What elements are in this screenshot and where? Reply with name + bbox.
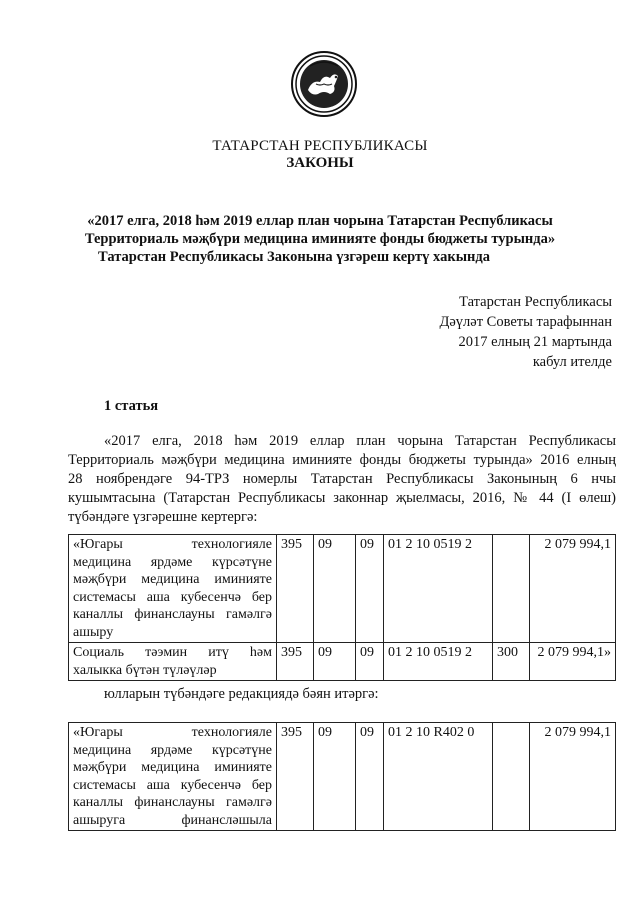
title-line: «2017 елга, 2018 һәм 2019 еллар план чорына Татарстан Республикасы	[87, 213, 553, 229]
cell-line: «Югары технологияле	[73, 537, 272, 552]
table-cell-ministry: 395	[277, 535, 314, 643]
table-cell-expense-type	[493, 535, 530, 643]
adoption-line: Татарстан Республикасы	[459, 294, 612, 310]
paragraph-line: 28 ноябрендәге 94-ТРЗ номерлы Татарстан Республикасы Законының 6 нчы	[68, 471, 616, 487]
adoption-line: 2017 елның 21 мартында	[458, 334, 612, 350]
table-cell-expense-type: 300	[493, 643, 530, 681]
table-cell-section: 09	[314, 535, 356, 643]
table-cell-ministry: 395	[277, 643, 314, 681]
table-row	[69, 643, 616, 681]
cell-line: системасы аша кубесенчә бер	[73, 589, 272, 605]
republic-heading: ТАТАРСТАН РЕСПУБЛИКАСЫ	[212, 138, 428, 154]
replacement-instruction: юлларын түбәндәге редакциядә бәян итәргә:	[104, 686, 379, 702]
paragraph-line: Территориаль мәҗбүри медицина иминияте фонды бюджеты турында» 2016 елның	[68, 452, 616, 468]
adoption-block	[439, 292, 612, 372]
law-title	[0, 212, 640, 266]
title-line: Татарстан Республикасы Законына үзгәреш кертү хакында	[98, 249, 490, 265]
table-cell-amount: 2 079 994,1	[530, 723, 616, 831]
cell-line: «Югары технологияле	[73, 725, 272, 740]
adoption-line: кабул ителде	[532, 354, 612, 370]
adoption-line: Дәүләт Советы тарафыннан	[439, 314, 612, 330]
law-heading: ЗАКОНЫ	[286, 155, 354, 171]
table-row	[69, 535, 616, 643]
cell-line: мәҗбүри медицина иминияте	[73, 760, 272, 775]
table-cell-amount: 2 079 994,1»	[530, 643, 616, 681]
budget-table-new	[68, 722, 616, 831]
cell-line: медицина ярдәме күрсәтүне	[73, 742, 272, 758]
budget-table-old	[68, 534, 616, 681]
cell-line: каналлы финанслауны гамәлгә	[73, 607, 272, 622]
cell-line: мәҗбүри медицина иминияте	[73, 572, 272, 587]
cell-line: медицина ярдәме күрсәтүне	[73, 554, 272, 570]
table-cell-description	[69, 723, 277, 831]
table-cell-description	[69, 643, 277, 681]
cell-line: каналлы финанслауны гамәлгә	[73, 795, 272, 810]
table-cell-subsection: 09	[356, 535, 384, 643]
table-cell-description	[69, 535, 277, 643]
table-cell-target-article: 01 2 10 R402 0	[384, 723, 493, 831]
table-row	[69, 723, 616, 831]
cell-line: Социаль тәэмин итү һәм	[73, 645, 272, 660]
paragraph-line: кушымтасына (Татарстан Республикасы законнар җыелмасы, 2016, № 44 (I өлеш)	[68, 490, 616, 506]
article-heading: 1 статья	[104, 398, 159, 414]
article-paragraph	[68, 432, 616, 527]
paragraph-line: «2017 елга, 2018 һәм 2019 еллар план чорына Татарстан Республикасы	[104, 433, 616, 449]
table-cell-subsection: 09	[356, 643, 384, 681]
table-cell-amount: 2 079 994,1	[530, 535, 616, 643]
cell-line: халыкка бүтән түләүләр	[73, 662, 217, 678]
table-cell-ministry: 395	[277, 723, 314, 831]
table-cell-target-article: 01 2 10 0519 2	[384, 643, 493, 681]
cell-line: ашыруга финансләшыла	[73, 812, 272, 828]
table-cell-expense-type	[493, 723, 530, 831]
table-cell-section: 09	[314, 723, 356, 831]
cell-line: ашыру	[73, 624, 114, 640]
table-cell-section: 09	[314, 643, 356, 681]
title-line: Территориаль мәҗбүри медицина иминияте фонды бюджеты турында»	[84, 231, 556, 247]
tatarstan-coat-of-arms-emblem	[290, 50, 358, 118]
table-cell-target-article: 01 2 10 0519 2	[384, 535, 493, 643]
table-cell-subsection: 09	[356, 723, 384, 831]
cell-line: системасы аша кубесенчә бер	[73, 777, 272, 793]
paragraph-line: түбәндәге үзгәрешне кертергә:	[68, 509, 258, 525]
